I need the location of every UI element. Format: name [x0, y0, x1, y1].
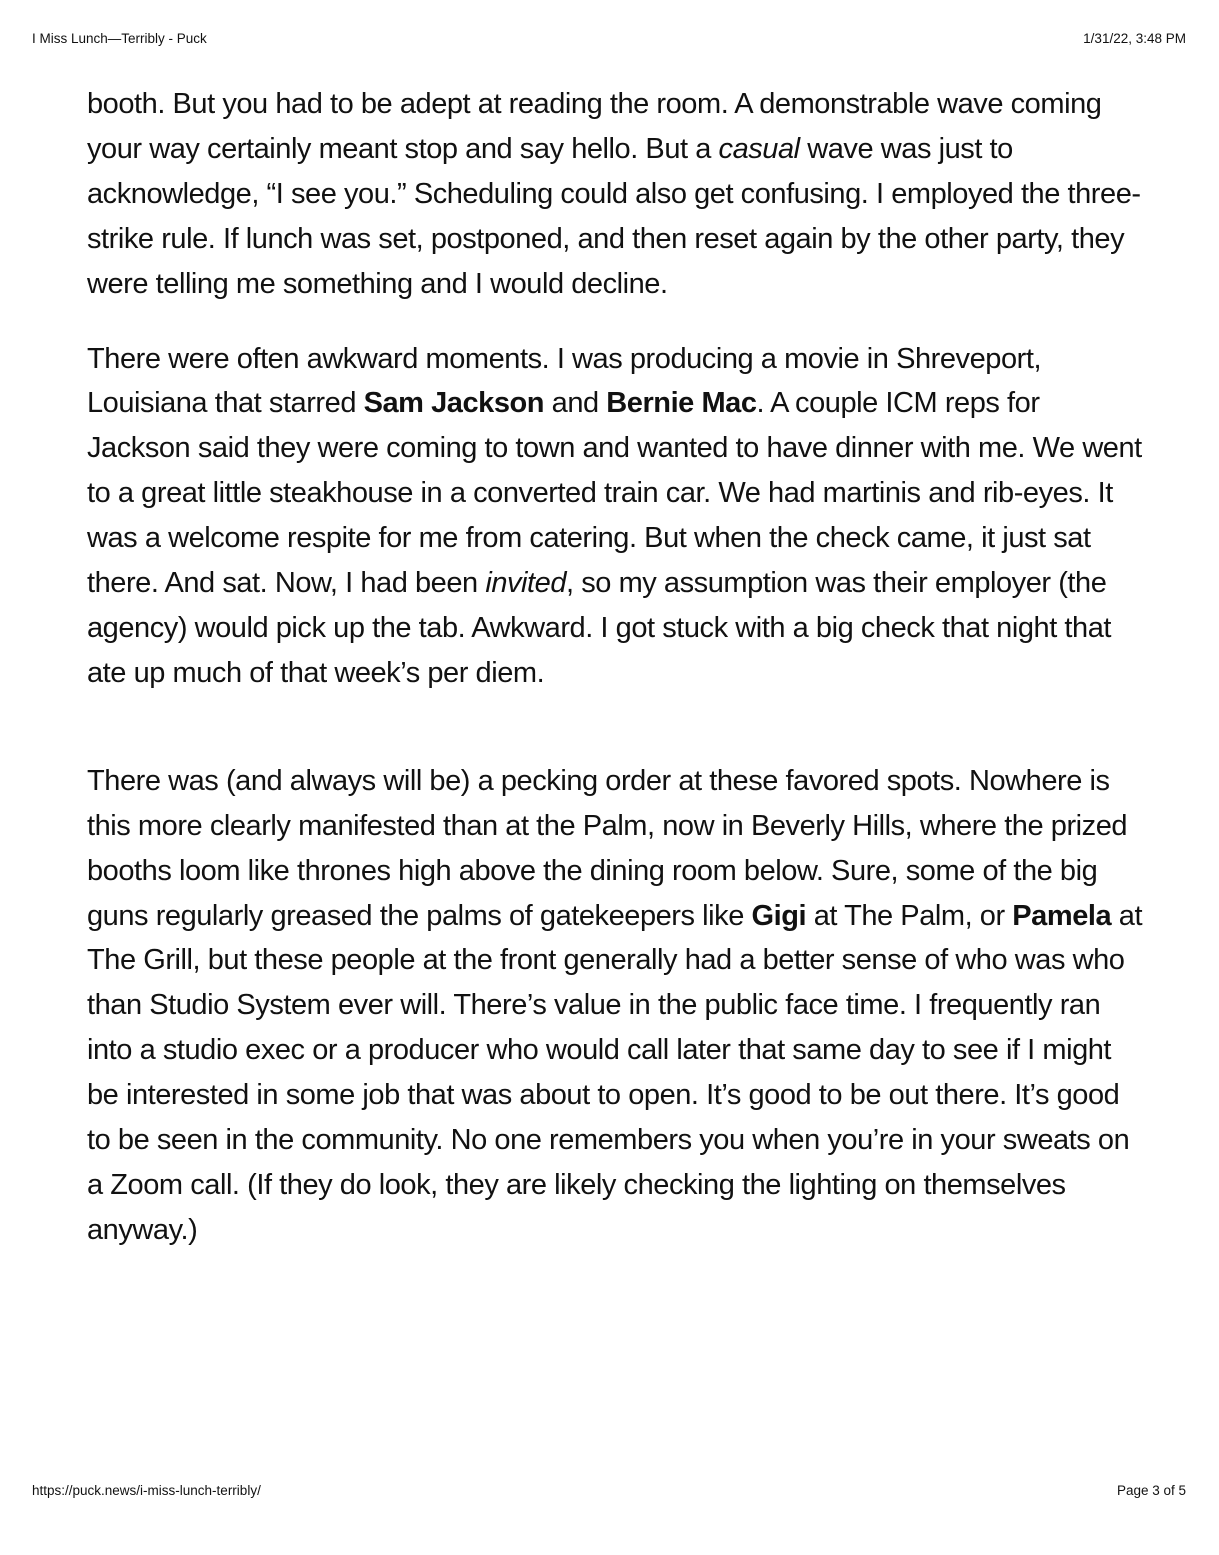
emphasis-casual: casual — [718, 132, 800, 165]
text-span: booth. But you had to be adept at reading the room. A demonstrable wave coming your way certainly meant stop and say hello. But a — [87, 88, 1102, 165]
name-sam-jackson: Sam Jackson — [363, 387, 545, 420]
text-span: There were often awkward moments. I was producing a movie in Shreveport, Louisiana that starred — [87, 342, 1042, 420]
page-number: Page 3 of 5 — [1116, 1483, 1186, 1498]
name-pamela: Pamela — [1012, 899, 1112, 932]
article-body — [87, 82, 1147, 1253]
print-footer — [32, 1483, 1186, 1498]
paragraph-awkward-moments — [87, 337, 1147, 696]
paragraph-pecking-order — [87, 759, 1147, 1253]
page-url: https://puck.news/i-miss-lunch-terribly/ — [32, 1483, 261, 1498]
text-span: , so my assumption was their employer (the agency) would pick up the tab. Awkward. I got stuck with a big check that night that ate up much of that week’s per diem. — [87, 567, 1111, 689]
page-title: I Miss Lunch—Terribly - Puck — [32, 31, 207, 46]
text-span: There was (and always will be) a pecking order at these favored spots. Nowhere is this more clearly manifested than at the Palm, now in Beverly Hills, where the prized booths loom like thrones high above the dining room below. Sure, some of the big guns regularly greased the palms of gatekeepers like — [87, 764, 1128, 932]
emphasis-invited: invited — [485, 567, 567, 600]
text-span: and — [544, 387, 607, 420]
text-span: at The Palm, or — [806, 899, 1013, 932]
text-span: wave was just to acknowledge, “I see you.” Scheduling could also get confusing. I employed the three-strike rule. If lunch was set, postponed, and then reset again by the other party, they were telling me something and I would decline. — [87, 132, 1141, 300]
name-bernie-mac: Bernie Mac — [606, 387, 757, 420]
print-header — [32, 31, 1186, 46]
name-gigi: Gigi — [751, 899, 807, 932]
print-datetime: 1/31/22, 3:48 PM — [1083, 31, 1186, 46]
text-span: at The Grill, but these people at the front generally had a better sense of who was who than Studio System ever will. There’s value in the public face time. I frequently ran into a studio exec or a producer who would call later that same day to see if I might be interested in some job that was about to open. It’s good to be out there. It’s good to be seen in the community. No one remembers you when you’re in your sweats on a Zoom call. (If they do look, they are likely checking the lighting on themselves anyway.) — [87, 899, 1143, 1246]
text-span: . A couple ICM reps for Jackson said they were coming to town and wanted to have dinner with me. We went to a great little steakhouse in a converted train car. We had martinis and rib-eyes. It was a welcome respite for me from catering. But when the check came, it just sat there. And sat. Now, I had been — [87, 387, 1142, 600]
paragraph-lunch-etiquette — [87, 82, 1147, 307]
